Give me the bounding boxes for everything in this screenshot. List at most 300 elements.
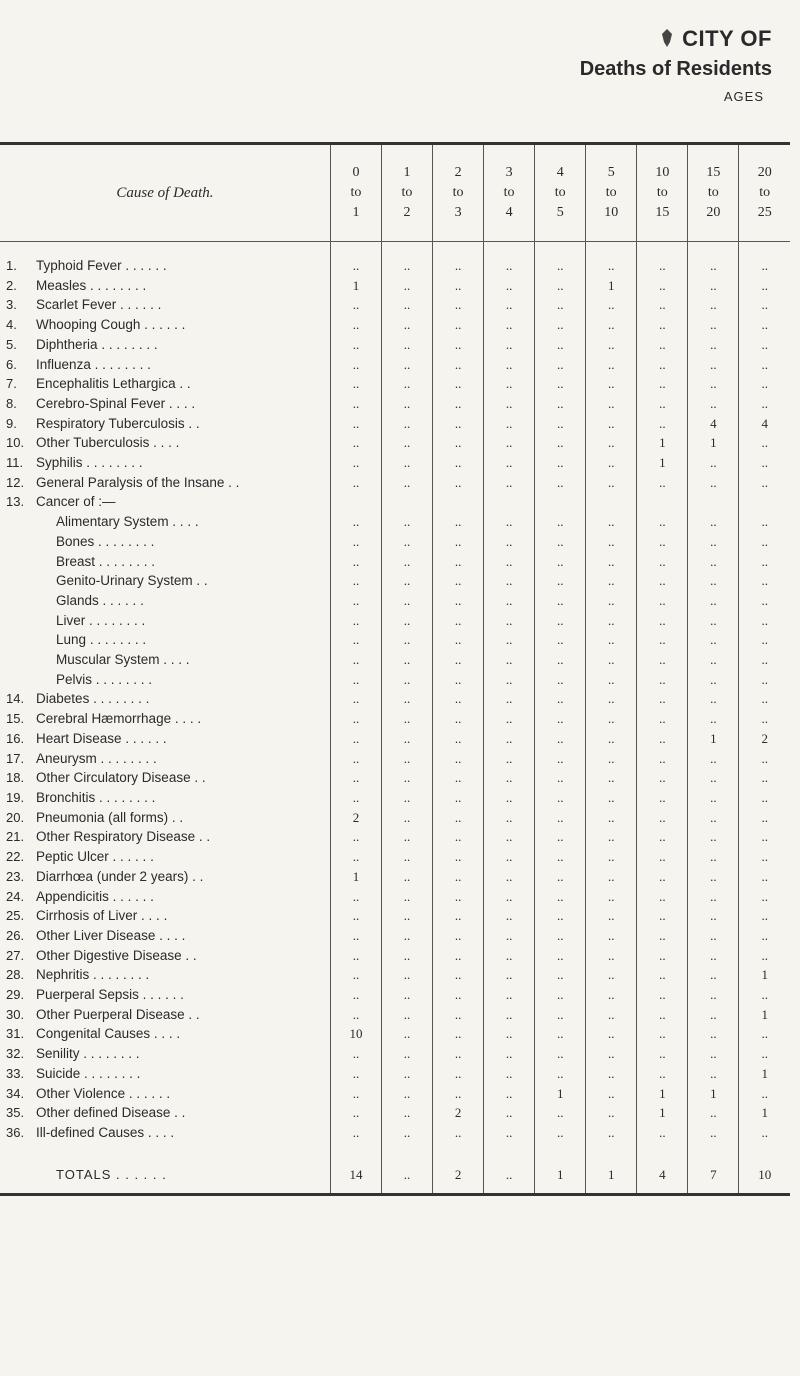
count-cell: ..	[637, 670, 688, 690]
count-cell: ..	[535, 315, 586, 335]
count-cell: ..	[586, 1064, 637, 1084]
count-cell: ..	[330, 414, 381, 434]
count-cell: ..	[535, 847, 586, 867]
count-cell: ..	[688, 295, 739, 315]
row-number: 12.	[6, 474, 25, 490]
count-cell: ..	[761, 652, 768, 668]
count-cell: ..	[586, 611, 637, 631]
table-row	[0, 1005, 790, 1025]
count-cell: ..	[381, 1044, 432, 1064]
count-cell: ..	[330, 295, 381, 315]
count-cell: ..	[330, 946, 381, 966]
table-row	[0, 492, 790, 512]
cause-label: Other Puerperal Disease . .	[36, 1005, 330, 1025]
count-cell: ..	[761, 297, 768, 313]
count-cell: ..	[535, 965, 586, 985]
count-cell: ..	[535, 1044, 586, 1064]
count-cell: ..	[381, 630, 432, 650]
count-cell: ..	[381, 433, 432, 453]
count-cell: ..	[761, 711, 768, 727]
row-number: 5.	[6, 336, 17, 352]
count-cell: ..	[433, 729, 484, 749]
city-title: CITY OF	[682, 26, 772, 51]
count-cell: ..	[484, 335, 535, 355]
count-cell: ..	[381, 414, 432, 434]
count-cell: ..	[586, 335, 637, 355]
count-cell: ..	[535, 906, 586, 926]
count-cell: ..	[586, 709, 637, 729]
total-cell: 1	[586, 1157, 637, 1195]
cause-label: Pneumonia (all forms) . .	[36, 808, 330, 828]
count-cell: ..	[688, 749, 739, 769]
count-cell: ..	[688, 1044, 739, 1064]
table-row	[0, 887, 790, 907]
count-cell: ..	[688, 512, 739, 532]
count-cell: ..	[484, 1005, 535, 1025]
table-body	[0, 242, 790, 1195]
count-cell: ..	[761, 691, 768, 707]
count-cell: ..	[381, 1005, 432, 1025]
count-cell: ..	[484, 295, 535, 315]
count-cell: ..	[381, 512, 432, 532]
count-cell: ..	[484, 433, 535, 453]
count-cell: ..	[330, 611, 381, 631]
count-cell: ..	[586, 946, 637, 966]
cause-label: Glands . . . . . .	[36, 591, 330, 611]
count-cell: ..	[586, 906, 637, 926]
row-number: 9.	[6, 415, 17, 431]
count-cell: ..	[688, 611, 739, 631]
count-cell: 1	[637, 1084, 688, 1104]
count-cell: ..	[637, 355, 688, 375]
count-cell: ..	[381, 729, 432, 749]
count-cell: ..	[433, 335, 484, 355]
count-cell: ..	[484, 788, 535, 808]
cause-label: Liver . . . . . . . .	[36, 611, 330, 631]
count-cell: 2	[433, 1103, 484, 1123]
count-cell: ..	[637, 1064, 688, 1084]
count-cell: ..	[535, 729, 586, 749]
count-cell: ..	[330, 926, 381, 946]
table-row	[0, 965, 790, 985]
row-number: 24.	[6, 888, 25, 904]
count-cell: ..	[535, 355, 586, 375]
count-cell: ..	[637, 768, 688, 788]
count-cell: ..	[688, 1005, 739, 1025]
count-cell: ..	[484, 887, 535, 907]
count-cell: ..	[535, 512, 586, 532]
count-cell: ..	[433, 1024, 484, 1044]
count-cell: ..	[330, 709, 381, 729]
count-cell: ..	[637, 611, 688, 631]
count-cell: ..	[330, 433, 381, 453]
count-cell: 1	[688, 433, 739, 453]
count-cell: ..	[637, 985, 688, 1005]
count-cell: ..	[637, 729, 688, 749]
deaths-table	[0, 145, 790, 1196]
count-cell: ..	[381, 1084, 432, 1104]
count-cell: ..	[484, 827, 535, 847]
row-number: 16.	[6, 730, 25, 746]
cause-label: Other defined Disease . .	[36, 1103, 330, 1123]
count-cell: ..	[433, 768, 484, 788]
count-cell: ..	[381, 532, 432, 552]
count-cell: ..	[330, 355, 381, 375]
table-subtitle: Deaths of Residents	[579, 58, 772, 80]
count-cell: ..	[761, 317, 768, 333]
count-cell: ..	[688, 256, 739, 276]
total-cell: ..	[381, 1157, 432, 1195]
count-cell: ..	[433, 808, 484, 828]
count-cell: ..	[330, 670, 381, 690]
count-cell: ..	[535, 591, 586, 611]
count-cell: ..	[637, 946, 688, 966]
count-cell: ..	[761, 1026, 768, 1042]
count-cell: ..	[381, 827, 432, 847]
count-cell: ..	[688, 827, 739, 847]
count-cell: ..	[381, 926, 432, 946]
header-row	[0, 145, 790, 242]
cause-label: Whooping Cough . . . . . .	[36, 315, 330, 335]
city-heading	[580, 26, 772, 52]
count-cell: ..	[535, 689, 586, 709]
count-cell: ..	[484, 1084, 535, 1104]
totals-label: TOTALS . . . . . .	[36, 1157, 330, 1195]
count-cell: ..	[586, 926, 637, 946]
count-cell: ..	[586, 689, 637, 709]
count-cell: ..	[330, 650, 381, 670]
count-cell: ..	[330, 630, 381, 650]
count-cell: ..	[484, 1123, 535, 1143]
count-cell: ..	[688, 650, 739, 670]
count-cell: ..	[535, 709, 586, 729]
table-row	[0, 473, 790, 493]
count-cell: ..	[535, 453, 586, 473]
count-cell: ..	[586, 591, 637, 611]
row-number: 34.	[6, 1085, 25, 1101]
count-cell: ..	[330, 591, 381, 611]
count-cell: ..	[330, 1044, 381, 1064]
count-cell: ..	[586, 295, 637, 315]
count-cell: ..	[330, 552, 381, 572]
count-cell: ..	[535, 650, 586, 670]
count-cell: ..	[381, 256, 432, 276]
table-row	[0, 355, 790, 375]
cause-label: Cerebro-Spinal Fever . . . .	[36, 394, 330, 414]
count-cell: ..	[688, 670, 739, 690]
count-cell: ..	[381, 335, 432, 355]
count-cell: ..	[433, 965, 484, 985]
count-cell: ..	[586, 355, 637, 375]
count-cell: ..	[535, 926, 586, 946]
count-cell: ..	[433, 532, 484, 552]
cause-label: Appendicitis . . . . . .	[36, 887, 330, 907]
count-cell: ..	[761, 514, 768, 530]
row-number: 29.	[6, 987, 25, 1003]
count-cell: ..	[330, 1005, 381, 1025]
cause-label: Encephalitis Lethargica . .	[36, 374, 330, 394]
count-cell: ..	[433, 473, 484, 493]
cause-label: Bones . . . . . . . .	[36, 532, 330, 552]
count-cell: ..	[586, 512, 637, 532]
count-cell: ..	[586, 768, 637, 788]
count-cell: ..	[586, 571, 637, 591]
cause-label: Influenza . . . . . . . .	[36, 355, 330, 375]
table-row	[0, 276, 790, 296]
count-cell: ..	[637, 808, 688, 828]
cause-label: Pelvis . . . . . . . .	[36, 670, 330, 690]
count-cell: ..	[381, 946, 432, 966]
count-cell: ..	[586, 1103, 637, 1123]
age-group-header: 4 to 5	[535, 145, 586, 242]
table-row	[0, 749, 790, 769]
count-cell: ..	[761, 592, 768, 608]
count-cell: ..	[330, 335, 381, 355]
count-cell: 1	[637, 453, 688, 473]
count-cell: ..	[688, 374, 739, 394]
cause-label: Typhoid Fever . . . . . .	[36, 256, 330, 276]
count-cell: ..	[761, 277, 768, 293]
deaths-table-container	[0, 142, 790, 1196]
count-cell: ..	[381, 394, 432, 414]
count-cell: ..	[535, 1024, 586, 1044]
table-row	[0, 591, 790, 611]
count-cell: ..	[535, 276, 586, 296]
count-cell: ..	[535, 630, 586, 650]
count-cell: ..	[637, 827, 688, 847]
count-cell: ..	[586, 847, 637, 867]
count-cell: ..	[433, 295, 484, 315]
table-row	[0, 906, 790, 926]
count-cell: ..	[535, 946, 586, 966]
table-row	[0, 315, 790, 335]
count-cell: ..	[381, 552, 432, 572]
count-cell: ..	[637, 552, 688, 572]
cause-label: Other Violence . . . . . .	[36, 1084, 330, 1104]
count-cell: ..	[381, 591, 432, 611]
row-number: 13.	[6, 494, 25, 510]
table-row	[0, 689, 790, 709]
count-cell: ..	[637, 965, 688, 985]
cause-label: Muscular System . . . .	[36, 650, 330, 670]
count-cell: ..	[535, 827, 586, 847]
count-cell: ..	[637, 414, 688, 434]
cause-label: Other Digestive Disease . .	[36, 946, 330, 966]
cause-label: Genito-Urinary System . .	[36, 571, 330, 591]
table-row	[0, 394, 790, 414]
count-cell: ..	[688, 1024, 739, 1044]
count-cell: ..	[637, 847, 688, 867]
count-cell: ..	[586, 414, 637, 434]
count-cell: ..	[535, 433, 586, 453]
table-row	[0, 847, 790, 867]
count-cell: ..	[484, 985, 535, 1005]
count-cell: ..	[330, 768, 381, 788]
cause-label: Diarrhœa (under 2 years) . .	[36, 867, 330, 887]
row-number: 26.	[6, 927, 25, 943]
count-cell: ..	[586, 1084, 637, 1104]
count-cell: ..	[433, 1123, 484, 1143]
count-cell: ..	[433, 552, 484, 572]
count-cell: ..	[535, 335, 586, 355]
spacer-row	[0, 242, 790, 257]
table-row	[0, 433, 790, 453]
row-number: 11.	[6, 455, 24, 471]
count-cell: ..	[761, 829, 768, 845]
row-number: 17.	[6, 750, 25, 766]
count-cell: ..	[637, 749, 688, 769]
totals-row	[0, 1157, 790, 1195]
ages-label: AGES	[723, 89, 764, 104]
row-number: 25.	[6, 908, 25, 924]
row-number	[0, 670, 36, 690]
count-cell: ..	[381, 788, 432, 808]
total-cell: 10	[739, 1157, 790, 1195]
count-cell: ..	[433, 355, 484, 375]
count-cell	[381, 492, 432, 512]
count-cell: ..	[330, 453, 381, 473]
count-cell: ..	[761, 474, 768, 490]
table-row	[0, 571, 790, 591]
count-cell: ..	[586, 1123, 637, 1143]
row-number: 28.	[6, 967, 25, 983]
table-row	[0, 1123, 790, 1143]
count-cell: ..	[330, 887, 381, 907]
count-cell: ..	[433, 946, 484, 966]
cause-column-header: Cause of Death.	[0, 145, 330, 242]
count-cell: ..	[688, 867, 739, 887]
count-cell: 1	[330, 276, 381, 296]
count-cell: ..	[330, 374, 381, 394]
row-number: 32.	[6, 1046, 25, 1062]
count-cell: ..	[484, 453, 535, 473]
count-cell: ..	[484, 650, 535, 670]
total-cell: 1	[535, 1157, 586, 1195]
count-cell: ..	[761, 533, 768, 549]
count-cell: 1	[761, 1105, 768, 1121]
age-group-header: 3 to 4	[484, 145, 535, 242]
count-cell: ..	[433, 788, 484, 808]
count-cell: ..	[330, 1103, 381, 1123]
count-cell: ..	[637, 887, 688, 907]
count-cell: 1	[637, 1103, 688, 1123]
age-group-header: 2 to 3	[433, 145, 484, 242]
row-number: 27.	[6, 947, 25, 963]
count-cell: ..	[484, 768, 535, 788]
count-cell: ..	[433, 709, 484, 729]
count-cell: ..	[761, 671, 768, 687]
row-number: 35.	[6, 1105, 25, 1121]
count-cell: ..	[433, 611, 484, 631]
row-number: 1.	[6, 258, 17, 273]
count-cell: ..	[688, 768, 739, 788]
count-cell: ..	[761, 770, 768, 786]
count-cell: ..	[381, 985, 432, 1005]
count-cell: ..	[761, 435, 768, 451]
count-cell: ..	[761, 455, 768, 471]
count-cell: ..	[637, 394, 688, 414]
count-cell: 1	[688, 1084, 739, 1104]
count-cell: ..	[433, 256, 484, 276]
count-cell: ..	[433, 512, 484, 532]
count-cell: ..	[535, 1005, 586, 1025]
row-number	[0, 552, 36, 572]
count-cell: ..	[761, 376, 768, 392]
count-cell: ..	[484, 256, 535, 276]
count-cell: ..	[688, 473, 739, 493]
row-number	[0, 591, 36, 611]
count-cell: ..	[586, 473, 637, 493]
cause-label: Ill-defined Causes . . . .	[36, 1123, 330, 1143]
count-cell: ..	[637, 709, 688, 729]
count-cell: ..	[637, 335, 688, 355]
count-cell: ..	[433, 591, 484, 611]
count-cell: ..	[535, 1103, 586, 1123]
table-row	[0, 808, 790, 828]
count-cell: ..	[688, 926, 739, 946]
total-cell: 2	[433, 1157, 484, 1195]
table-row	[0, 985, 790, 1005]
count-cell: ..	[381, 295, 432, 315]
count-cell: 1	[688, 729, 739, 749]
row-number: 33.	[6, 1065, 25, 1081]
count-cell: ..	[586, 630, 637, 650]
count-cell: ..	[381, 689, 432, 709]
table-row	[0, 453, 790, 473]
row-number: 22.	[6, 849, 25, 865]
cause-label: Cancer of :—	[36, 492, 330, 512]
count-cell: ..	[586, 1005, 637, 1025]
count-cell: ..	[381, 473, 432, 493]
count-cell: ..	[761, 258, 768, 273]
cause-label: Cirrhosis of Liver . . . .	[36, 906, 330, 926]
count-cell: ..	[637, 630, 688, 650]
total-cell: 4	[637, 1157, 688, 1195]
table-row	[0, 729, 790, 749]
count-cell: ..	[535, 887, 586, 907]
table-row	[0, 295, 790, 315]
count-cell: ..	[637, 1044, 688, 1064]
count-cell: ..	[381, 453, 432, 473]
age-group-header: 1 to 2	[381, 145, 432, 242]
count-cell: ..	[433, 394, 484, 414]
table-row	[0, 946, 790, 966]
count-cell: ..	[484, 670, 535, 690]
count-cell: ..	[535, 571, 586, 591]
table-row	[0, 670, 790, 690]
table-row	[0, 1084, 790, 1104]
count-cell: ..	[381, 1103, 432, 1123]
count-cell: ..	[586, 650, 637, 670]
cause-label: Other Liver Disease . . . .	[36, 926, 330, 946]
count-cell: ..	[381, 808, 432, 828]
count-cell: 4	[688, 414, 739, 434]
count-cell: ..	[535, 788, 586, 808]
count-cell: ..	[330, 965, 381, 985]
count-cell: ..	[761, 632, 768, 648]
count-cell: ..	[484, 965, 535, 985]
count-cell: ..	[586, 1024, 637, 1044]
count-cell: ..	[433, 650, 484, 670]
count-cell: 2	[330, 808, 381, 828]
count-cell: ..	[484, 906, 535, 926]
count-cell: ..	[433, 453, 484, 473]
cause-label: Breast . . . . . . . .	[36, 552, 330, 572]
count-cell: ..	[586, 887, 637, 907]
cause-label: Nephritis . . . . . . . .	[36, 965, 330, 985]
row-number: 6.	[6, 356, 17, 372]
count-cell: ..	[586, 729, 637, 749]
